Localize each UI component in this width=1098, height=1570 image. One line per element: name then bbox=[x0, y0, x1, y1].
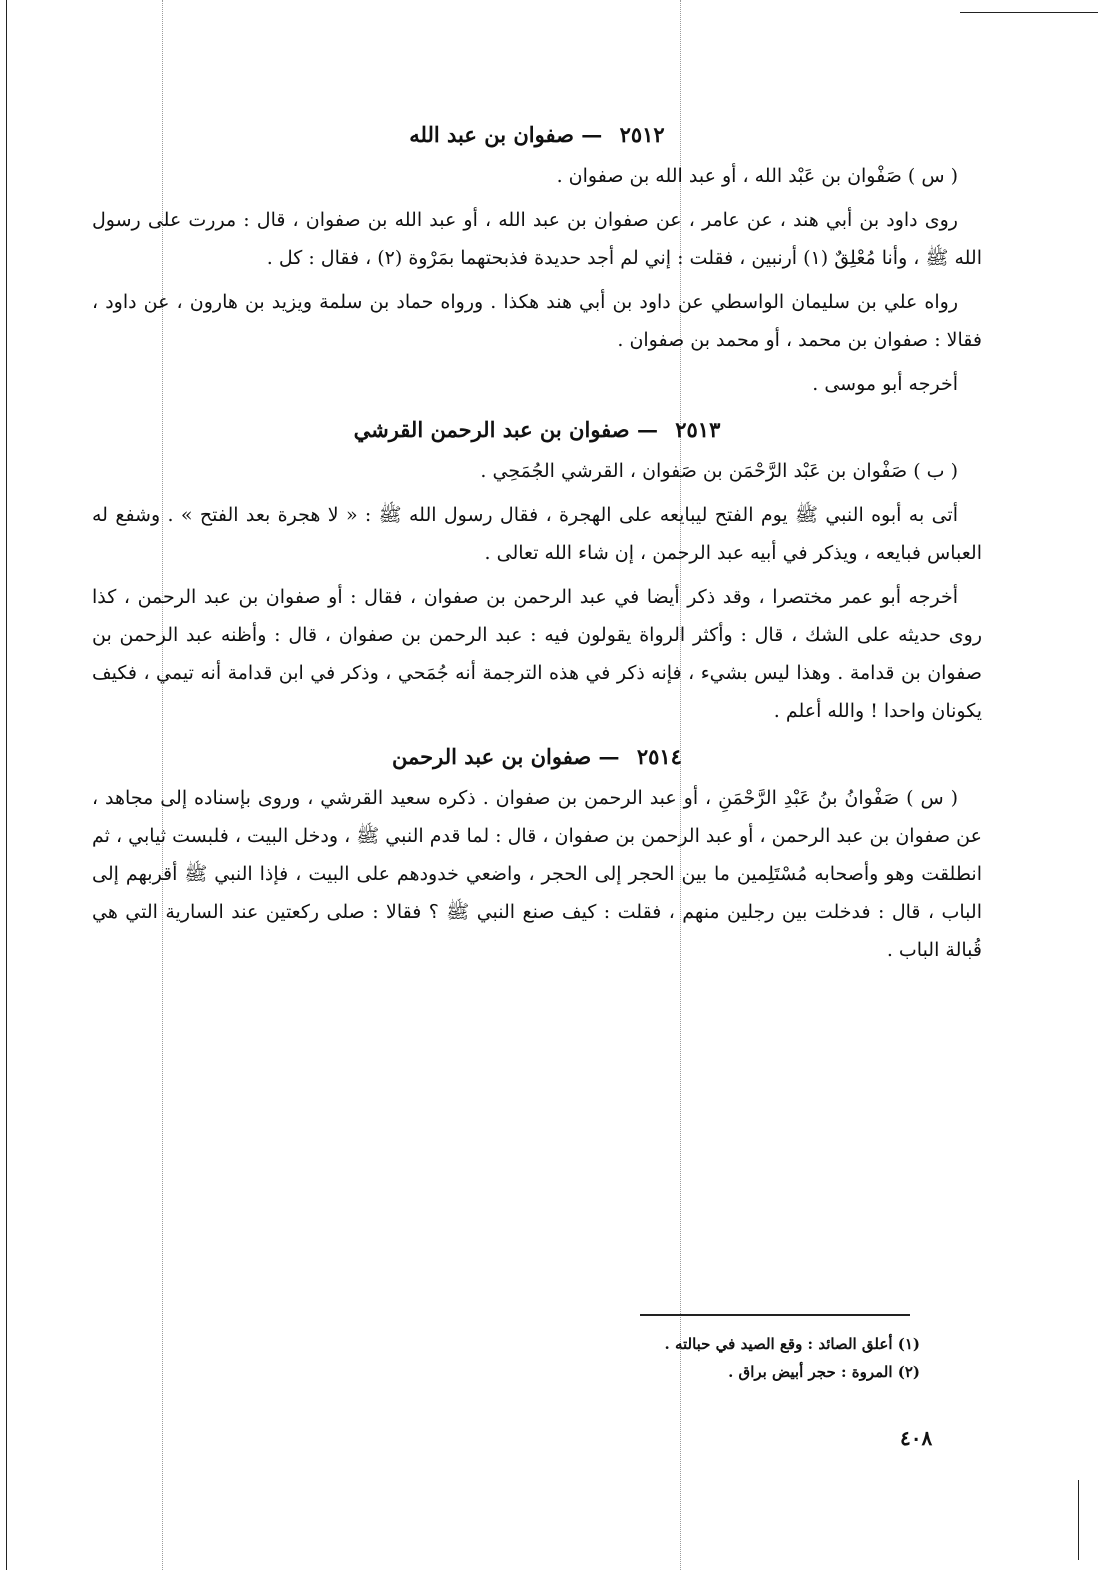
footnote: (٢) المروة : حجر أبيض براق . bbox=[728, 1363, 920, 1381]
footnote-divider bbox=[640, 1314, 910, 1316]
scan-border-left bbox=[6, 0, 7, 1570]
paragraph: ( ب ) صَفْوان بن عَبْد الرَّحْمَن بن صَفوان ، القرشي الجُمَحِي . bbox=[480, 460, 958, 482]
entry-name: صفوان بن عبد الرحمن bbox=[392, 744, 592, 769]
entry-2514 bbox=[92, 744, 982, 969]
paragraph: أخرجه أبو موسى . bbox=[812, 373, 958, 395]
paragraph: روى داود بن أبي هند ، عن عامر ، عن صفوان بن عبد الله ، أو عبد الله بن صفوان ، قال : مررت على رسول الله ﷺ ، وأنا مُعْلِقٌ (١) أرنبين ، فقلت : إني لم أجد حديدة فذبحتهما بمَرْوة (٢) ، فقال : كل . bbox=[92, 209, 982, 269]
entry-number: ٢٥١٢ bbox=[619, 122, 665, 147]
entry-2512 bbox=[92, 122, 982, 403]
scan-line-bottom-right bbox=[1078, 1480, 1079, 1560]
entry-2513 bbox=[92, 417, 982, 730]
entry-dash: — bbox=[598, 744, 620, 769]
entry-title bbox=[92, 744, 982, 769]
entry-title bbox=[92, 122, 982, 147]
paragraph: أخرجه أبو عمر مختصرا ، وقد ذكر أيضا في عبد الرحمن بن صفوان ، فقال : أو صفوان بن عبد الرحمن ، كذا روى حديثه على الشك ، قال : وأكثر الرواة يقولون فيه : عبد الرحمن بن صفوان ، قال : وأظنه عبد الرحمن بن صفوان بن قدامة . وهذا ليس بشيء ، فإنه ذكر في هذه الترجمة أنه جُمَحي ، وذكر في ابن قدامة أنه تيمي ، فكيف يكونان واحدا ! والله أعلم . bbox=[92, 586, 982, 722]
scan-line-top-right bbox=[960, 12, 1098, 13]
document-page bbox=[92, 100, 982, 975]
entry-dash: — bbox=[636, 417, 658, 442]
paragraph: ( س ) صَفْوانُ بنُ عَبْدِ الرَّحْمَنِ ، أو عبد الرحمن بن صفوان . ذكره سعيد القرشي ، وروى بإسناده إلى مجاهد ، عن صفوان بن عبد الرحمن ، أو عبد الرحمن بن صفوان ، قال : لما قدم النبي ﷺ ، ودخل البيت ، فلبست ثيابي ، ثم انطلقت وهو وأصحابه مُسْتَلِمين ما بين الحجر إلى الحجر ، واضعي خدودهم على البيت ، فإذا النبي ﷺ أقربهم إلى الباب ، قال : فدخلت بين رجلين منهم ، فقلت : كيف صنع النبي ﷺ ؟ فقالا : صلى ركعتين عند السارية التي هي قُبالة الباب . bbox=[92, 787, 982, 961]
paragraph: رواه علي بن سليمان الواسطي عن داود بن أبي هند هكذا . ورواه حماد بن سلمة ويزيد بن هارون ، عن داود ، فقالا : صفوان بن محمد ، أو محمد بن صفوان . bbox=[92, 291, 982, 351]
paragraph: ( س ) صَفْوان بن عَبْد الله ، أو عبد الله بن صفوان . bbox=[556, 165, 958, 187]
entry-title bbox=[92, 417, 982, 442]
footnotes bbox=[560, 1330, 920, 1386]
footnote: (١) أعلق الصائد : وقع الصيد في حبالته . bbox=[664, 1335, 920, 1353]
entry-number: ٢٥١٤ bbox=[636, 744, 682, 769]
paragraph: أتى به أبوه النبي ﷺ يوم الفتح ليبايعه على الهجرة ، فقال رسول الله ﷺ : « لا هجرة بعد الفتح » . وشفع له العباس فبايعه ، ويذكر في أبيه عبد الرحمن ، إن شاء الله تعالى . bbox=[92, 504, 982, 564]
entry-name: صفوان بن عبد الرحمن القرشي bbox=[353, 417, 630, 442]
page-number: ٤٠٨ bbox=[900, 1426, 933, 1450]
entry-dash: — bbox=[581, 122, 603, 147]
entry-name: صفوان بن عبد الله bbox=[409, 122, 574, 147]
entry-number: ٢٥١٣ bbox=[675, 417, 721, 442]
